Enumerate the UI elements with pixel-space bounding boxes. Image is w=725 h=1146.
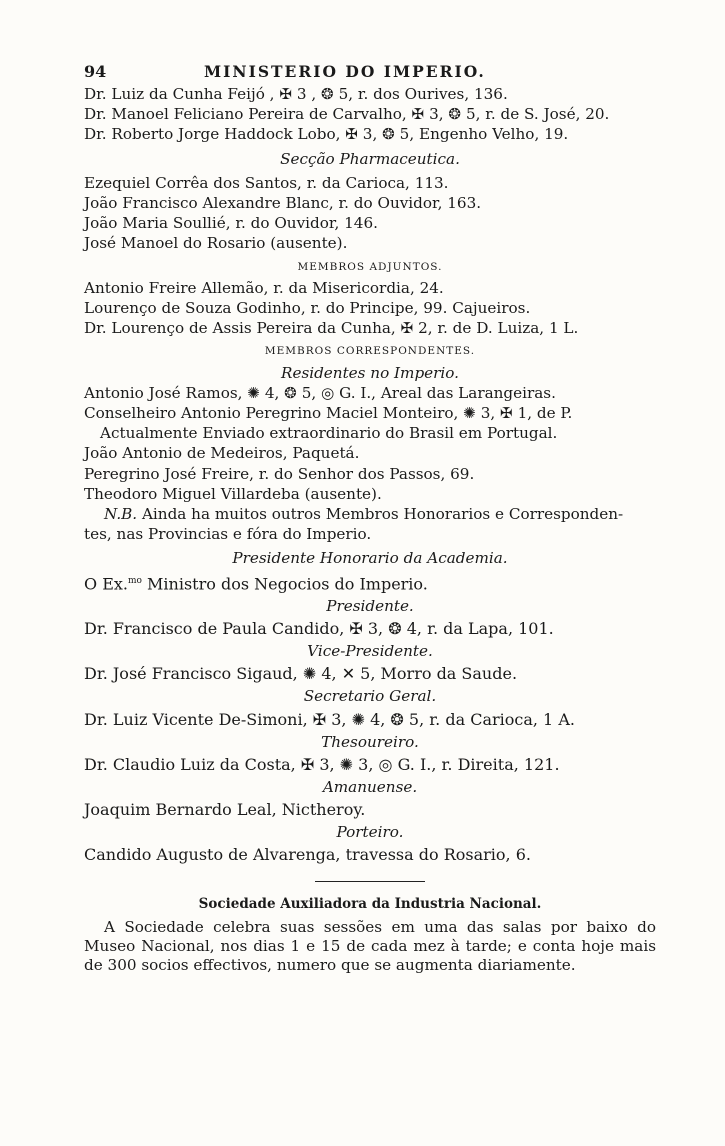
officer-line: Joaquim Bernardo Leal, Nictheroy.: [84, 800, 366, 820]
member-line: Dr. Lourenço de Assis Pereira da Cunha, ✠ 2, r. de D. Luiza, 1 L.: [84, 319, 579, 338]
member-line: Dr. Roberto Jorge Haddock Lobo, ✠ 3, ❂ 5, Engenho Velho, 19.: [84, 125, 569, 144]
member-line: João Francisco Alexandre Blanc, r. do Ouvidor, 163.: [84, 194, 482, 213]
officer-title: Porteiro.: [336, 823, 404, 842]
section-title-presidente-honorario: Presidente Honorario da Academia.: [232, 549, 508, 568]
officer-line: Dr. Luiz Vicente De-Simoni, ✠ 3, ✺ 4, ❂ 5, r. da Carioca, 1 A.: [84, 709, 575, 729]
society-paragraph: [84, 918, 656, 975]
member-line: Ezequiel Corrêa dos Santos, r. da Carioca, 113.: [84, 173, 449, 192]
officer-title: Vice-Presidente.: [307, 642, 433, 661]
member-line: José Manoel do Rosario (ausente).: [84, 234, 348, 253]
presidente-honorario-line: [84, 569, 656, 596]
divider-rule: [315, 881, 425, 882]
section-title-adjuntos: MEMBROS ADJUNTOS.: [297, 260, 443, 273]
page-header: [84, 62, 656, 84]
running-title: MINISTERIO DO IMPERIO.: [204, 62, 486, 81]
honorific-text: Ministro dos Negocios do Imperio.: [141, 574, 428, 593]
member-line: Actualmente Enviado extraordinario do Brasil em Portugal.: [100, 424, 558, 443]
member-line: Antonio Freire Allemão, r. da Misericordia, 24.: [84, 278, 444, 297]
officer-title: Secretario Geral.: [303, 687, 437, 706]
officer-title: Presidente.: [326, 597, 414, 615]
member-line: João Antonio de Medeiros, Paquetá.: [84, 444, 360, 463]
officer-title: Amanuense.: [322, 777, 418, 796]
honorific-prefix: O Ex.: [84, 574, 128, 593]
officer-title: Thesoureiro.: [321, 732, 419, 751]
member-line: Antonio José Ramos, ✺ 4, ❂ 5, ◎ G. I., Areal das Larangeiras.: [84, 383, 556, 402]
nb-lead: N.B.: [104, 505, 138, 524]
officer-line: Dr. Claudio Luiz da Costa, ✠ 3, ✺ 3, ◎ G. I., r. Direita, 121.: [84, 754, 560, 774]
society-title: Sociedade Auxiliadora da Industria Nacional.: [198, 896, 542, 913]
nb-text-1: Ainda ha muitos outros Membros Honorarios e Corresponden-: [137, 505, 624, 524]
section-title-correspondentes: MEMBROS CORRESPONDENTES.: [264, 345, 476, 358]
member-line: Dr. Luiz da Cunha Feijó , ✠ 3 , ❂ 5, r. dos Ourives, 136.: [84, 85, 508, 103]
member-line: Theodoro Miguel Villardeba (ausente).: [84, 484, 382, 503]
member-line: Lourenço de Souza Godinho, r. do Principe, 99. Cajueiros.: [84, 299, 531, 318]
honorific-superscript: mo: [128, 575, 142, 586]
member-line: João Maria Soullié, r. do Ouvidor, 146.: [84, 214, 378, 233]
section-title-pharmaceutica: Secção Pharmaceutica.: [280, 149, 460, 168]
officer-line: Dr. José Francisco Sigaud, ✺ 4, ✕ 5, Morro da Saude.: [84, 664, 518, 684]
officer-line: Dr. Francisco de Paula Candido, ✠ 3, ❂ 4, r. da Lapa, 101.: [84, 619, 554, 639]
member-line: Conselheiro Antonio Peregrino Maciel Monteiro, ✺ 3, ✠ 1, de P.: [84, 404, 573, 423]
page: [84, 62, 656, 975]
nb-text-2: tes, nas Provincias e fóra do Imperio.: [84, 525, 372, 544]
member-line: Dr. Manoel Feliciano Pereira de Carvalho, ✠ 3, ❂ 5, r. de S. José, 20.: [84, 105, 610, 124]
member-line: Peregrino José Freire, r. do Senhor dos Passos, 69.: [84, 464, 475, 483]
nota-bene: [84, 504, 656, 524]
officer-line: Candido Augusto de Alvarenga, travessa do Rosario, 6.: [84, 845, 531, 865]
page-number: 94: [84, 62, 107, 81]
society-paragraph-text: A Sociedade celebra suas sessões em uma das salas por baixo do Museo Nacional, nos dias 1 e 15 de cada mez à tarde; e conta hoje mais de 300 socios effectivos, numero que se augmenta diariamente.: [84, 918, 656, 975]
section-title-residentes: Residentes no Imperio.: [281, 363, 459, 382]
